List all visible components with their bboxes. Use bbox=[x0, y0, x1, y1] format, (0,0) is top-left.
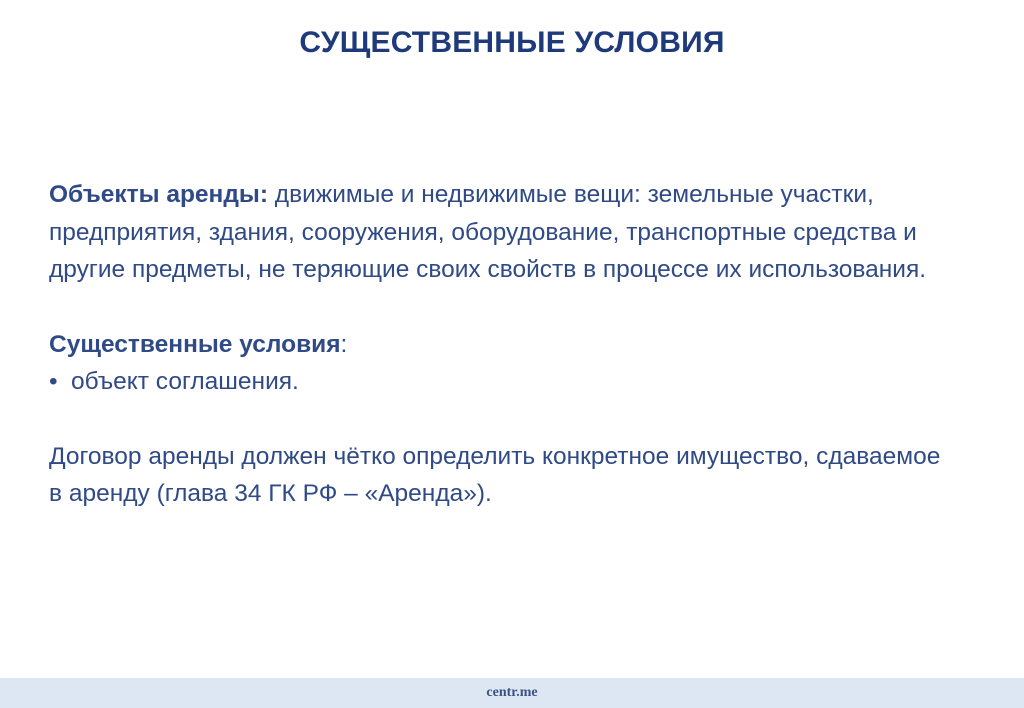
footer-watermark: centr.me bbox=[486, 685, 538, 700]
footer-bar bbox=[0, 678, 1024, 708]
slide-title: СУЩЕСТВЕННЫЕ УСЛОВИЯ bbox=[299, 26, 725, 59]
objects-label: Объекты аренды: bbox=[49, 181, 268, 208]
slide-content bbox=[49, 176, 949, 513]
bullet-icon: • bbox=[49, 368, 58, 395]
list-item-text: объект соглашения. bbox=[71, 368, 299, 395]
conditions-colon: : bbox=[340, 330, 348, 358]
spacer bbox=[49, 289, 949, 326]
contract-paragraph: Договор аренды должен чётко определить конкретное имущество, сдаваемое в аренду (глава 34 ГК РФ – «Аренда»). bbox=[49, 442, 941, 507]
objects-paragraph bbox=[49, 176, 949, 289]
objects-text: движимые и недвижимые вещи: земельные участки, предприятия, здания, сооружения, оборудование, транспортные средства и другие предметы, не теряющие своих свойств в процессе их использования. bbox=[49, 181, 927, 283]
list-item bbox=[49, 363, 949, 401]
spacer bbox=[49, 401, 949, 438]
conditions-label: Существенные условия bbox=[49, 330, 341, 358]
conditions-heading bbox=[49, 326, 949, 364]
